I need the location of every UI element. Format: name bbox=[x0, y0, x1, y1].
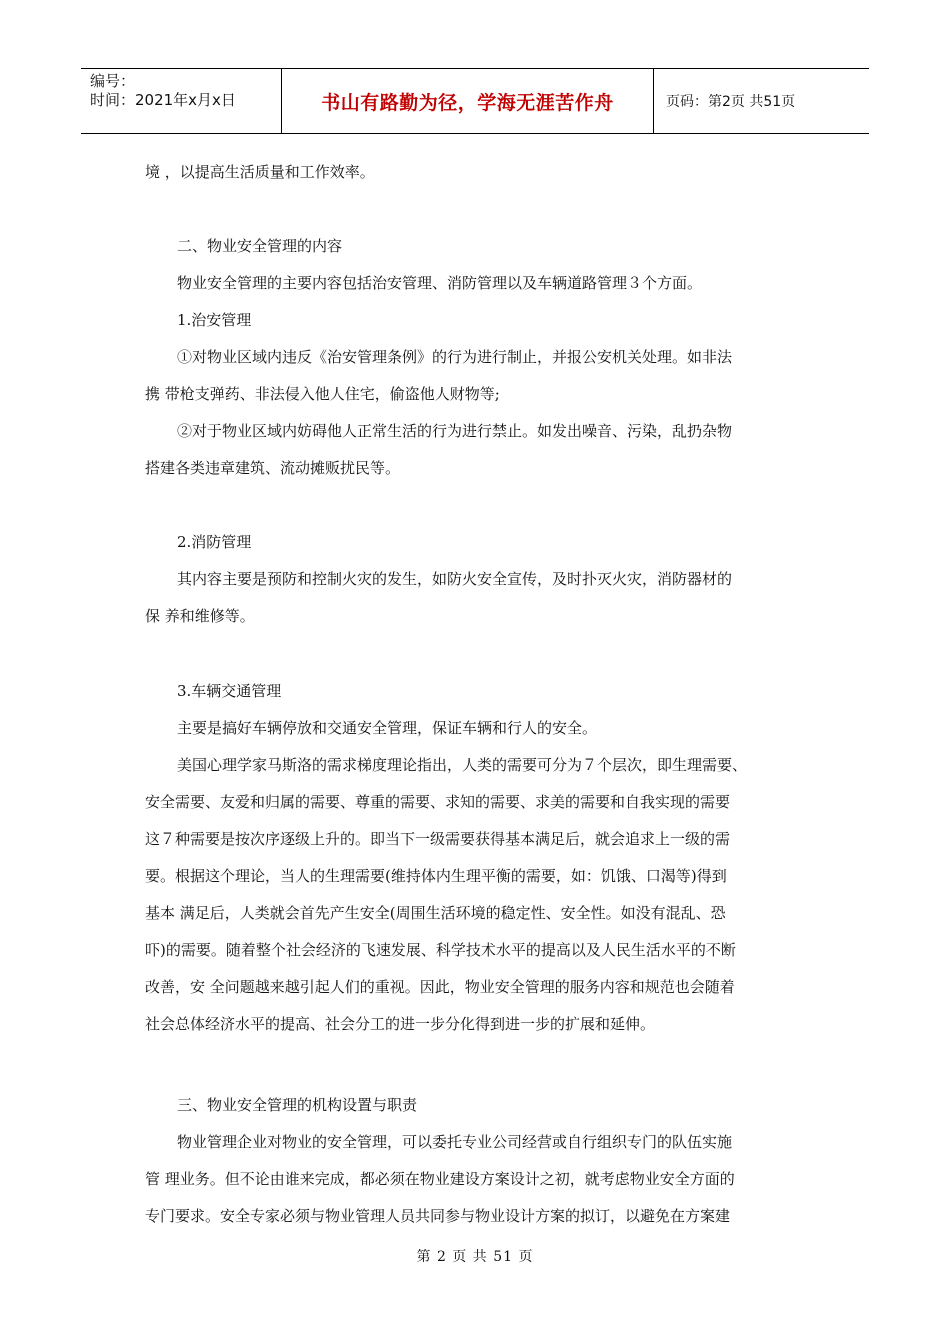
section-heading: 三、物业安全管理的机构设置与职责 bbox=[177, 1096, 418, 1114]
paragraph-line: 境 ，以提高生活质量和工作效率。 bbox=[145, 163, 375, 181]
document-header bbox=[81, 68, 869, 134]
subsection-heading: 3.车辆交通管理 bbox=[177, 682, 282, 700]
header-meta bbox=[81, 69, 282, 133]
paragraph-line: 社会总体经济水平的提高、社会分工的进一步分化得到进一步的扩展和延伸。 bbox=[145, 1015, 656, 1033]
paragraph-line: 要。根据这个理论，当人的生理需要(维持体内生理平衡的需要，如：饥饿、口渴等)得到 bbox=[145, 867, 727, 885]
paragraph-line: ②对于物业区域内妨碍他人正常生活的行为进行禁止。如发出噪音、污染，乱扔杂物 bbox=[177, 422, 733, 440]
paragraph-line: 搭建各类违章建筑、流动摊贩扰民等。 bbox=[145, 459, 401, 477]
paragraph-line: 美国心理学家马斯洛的需求梯度理论指出，人类的需要可分为７个层次，即生理需要、 bbox=[177, 756, 748, 774]
paragraph-line: 携 带枪支弹药、非法侵入他人住宅，偷盗他人财物等; bbox=[145, 385, 500, 403]
paragraph-line: 吓)的需要。随着整个社会经济的飞速发展、科学技术水平的提高以及人民生活水平的不断 bbox=[145, 941, 736, 959]
paragraph-line: 管 理业务。但不论由谁来完成，都必须在物业建设方案设计之初，就考虑物业安全方面的 bbox=[145, 1170, 735, 1188]
paragraph-line: 基本 满足后，人类就会首先产生安全(周围生活环境的稳定性、安全性。如没有混乱、恐 bbox=[145, 904, 726, 922]
paragraph-line: 专门要求。安全专家必须与物业管理人员共同参与物业设计方案的拟订，以避免在方案建 bbox=[145, 1207, 731, 1225]
section-heading: 二、物业安全管理的内容 bbox=[177, 237, 343, 255]
paragraph-line: 安全需要、友爱和归属的需要、尊重的需要、求知的需要、求美的需要和自我实现的需要 bbox=[145, 793, 731, 811]
paragraph-line: 主要是搞好车辆停放和交通安全管理，保证车辆和行人的安全。 bbox=[177, 719, 598, 737]
paragraph-line: ①对物业区域内违反《治安管理条例》的行为进行制止，并报公安机关处理。如非法 bbox=[177, 348, 733, 366]
header-page-cell bbox=[654, 69, 869, 133]
document-number-label: 编号： bbox=[90, 72, 136, 90]
subsection-heading: 1.治安管理 bbox=[177, 311, 252, 329]
paragraph-line: 改善，安 全问题越来越引起人们的重视。因此，物业安全管理的服务内容和规范也会随着 bbox=[145, 978, 735, 996]
paragraph-line: 这７种需要是按次序逐级上升的。即当下一级需要获得基本满足后，就会追求上一级的需 bbox=[145, 830, 731, 848]
subsection-heading: 2.消防管理 bbox=[177, 533, 252, 551]
header-motto-cell bbox=[282, 69, 654, 133]
paragraph-line: 物业安全管理的主要内容包括治安管理、消防管理以及车辆道路管理３个方面。 bbox=[177, 274, 703, 292]
header-page-label: 页码：第2页 共51页 bbox=[666, 94, 796, 110]
paragraph-line: 保 养和维修等。 bbox=[145, 607, 255, 625]
paragraph-line: 其内容主要是预防和控制火灾的发生，如防火安全宣传，及时扑灭火灾，消防器材的 bbox=[177, 570, 733, 588]
paragraph-line: 物业管理企业对物业的安全管理，可以委托专业公司经营或自行组织专门的队伍实施 bbox=[177, 1133, 733, 1151]
page-footer: 第 2 页 共 51 页 bbox=[416, 1249, 534, 1265]
document-time-label: 时间：2021年x月x日 bbox=[90, 91, 236, 109]
header-motto: 书山有路勤为径，学海无涯苦作舟 bbox=[321, 91, 614, 114]
